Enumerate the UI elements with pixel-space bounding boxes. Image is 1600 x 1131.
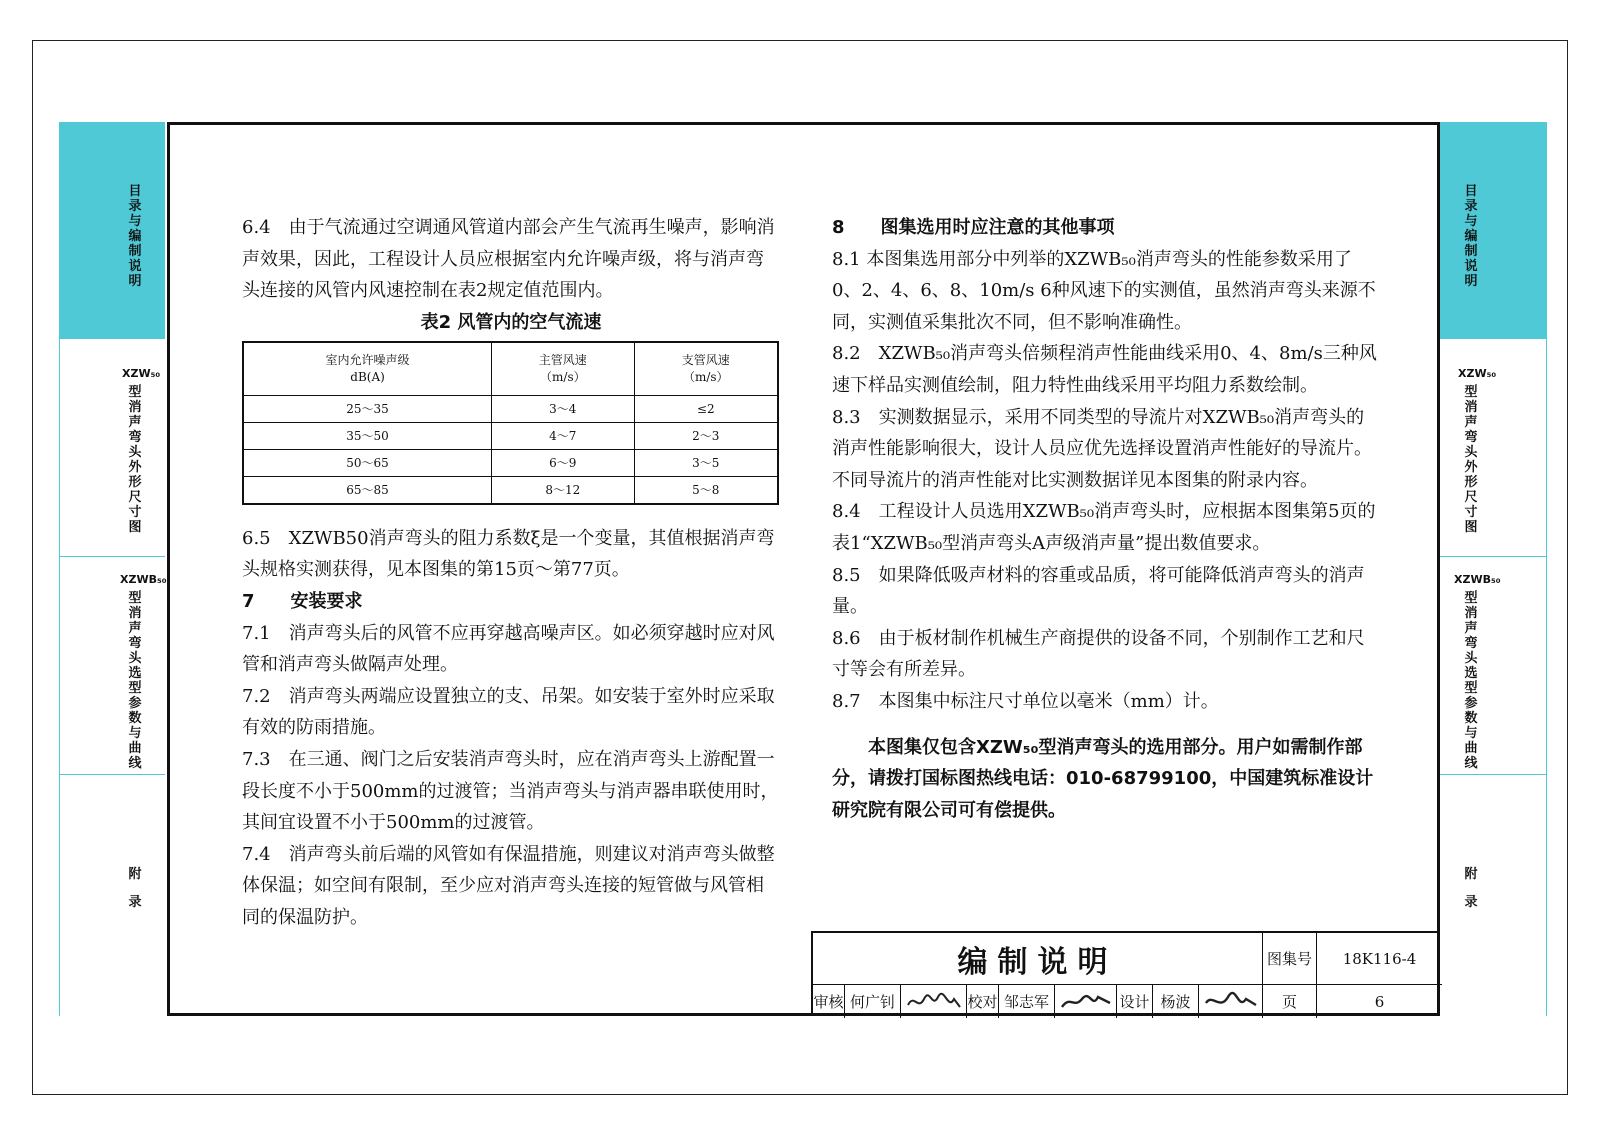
tab-xzwb50-selection[interactable] xyxy=(60,557,165,775)
tab-appendix[interactable] xyxy=(60,775,165,1016)
tab-label: 型消声弯头外形尺寸图 xyxy=(128,385,142,535)
table-row xyxy=(243,395,778,422)
para-8-2: 8.2 XZWB₅₀消声弯头倍频程消声性能曲线采用0、4、8m/s三种风速下样品实测值绘制，阻力特性曲线采用平均阻力系数绘制。 xyxy=(832,343,1377,396)
page-number: 6 xyxy=(1374,992,1385,1011)
reviewer-signature xyxy=(901,985,967,1018)
table-header-row xyxy=(243,342,778,396)
header-text: 主管风速 （m/s） xyxy=(538,352,587,384)
table-cell: 50～65 xyxy=(243,449,492,476)
header-text: 支管风速 （m/s） xyxy=(681,352,730,384)
table-cell: 8～12 xyxy=(492,476,634,504)
table-cell: 5～8 xyxy=(634,476,778,504)
para-8-6: 8.6 由于板材制作机械生产商提供的设备不同，个别制作工艺和尺寸等会有所差异。 xyxy=(832,627,1365,681)
table-cell: 2～3 xyxy=(634,422,778,449)
checker-signature xyxy=(1055,985,1117,1018)
table-row xyxy=(243,449,778,476)
tab-sublabel: XZW₅₀ xyxy=(122,367,161,380)
para-7-2: 7.2 消声弯头两端应设置独立的支、吊架。如安装于室外时应采取有效的防雨措施。 xyxy=(242,685,775,739)
header-main-duct-velocity xyxy=(492,342,634,396)
para-8-5: 8.5 如果降低吸声材料的容重或品质，将可能降低消声弯头的消声量。 xyxy=(832,564,1365,618)
tab-xzwb50-selection[interactable] xyxy=(1440,557,1546,775)
tab-xzw50-dimensions[interactable] xyxy=(1440,339,1546,557)
para-8-1: 8.1 本图集选用部分中列举的XZWB₅₀消声弯头的性能参数采用了0、2、4、6、8、10m/s 6种风速下的实测值，虽然消声弯头来源不同，实测值采集批次不同，但不影响准确性。 xyxy=(832,248,1376,333)
para-7-1: 7.1 消声弯头后的风管不应再穿越高噪声区。如必须穿越时应对风管和消声弯头做隔声处理。 xyxy=(242,622,775,676)
header-text: 室内允许噪声级 dB(A) xyxy=(325,352,410,384)
tab-sublabel: XZW₅₀ xyxy=(1458,367,1497,380)
table-cell: ≤2 xyxy=(634,395,778,422)
atlas-no: 18K116-4 xyxy=(1317,933,1442,985)
title-block xyxy=(811,931,1440,1016)
designer-signature xyxy=(1199,985,1263,1018)
tab-label: 目录与编制说明 xyxy=(1464,184,1478,289)
signature-stroke xyxy=(904,989,964,1015)
tab-sublabel: XZWB₅₀ xyxy=(120,573,167,586)
review-label: 审核 xyxy=(813,985,845,1018)
tab-label: 型消声弯头选型参数与曲线 xyxy=(128,591,142,771)
para-8-3: 8.3 实测数据显示，采用不同类型的导流片对XZWB₅₀消声弯头的消声性能影响很大，设计人员应优先选择设置消声性能好的导流片。不同导流片的消声性能对比实测数据详见本图集的附录内容。 xyxy=(832,406,1372,491)
header-noise-level xyxy=(243,342,492,396)
para-7-3: 7.3 在三通、阀门之后安装消声弯头时，应在消声弯头上游配置一段长度不小于500mm的过渡管；当消声弯头与消声器串联使用时，其间宜设置不小于500mm的过渡管。 xyxy=(242,748,779,834)
tab-sublabel: XZWB₅₀ xyxy=(1454,573,1501,586)
page-label: 页 xyxy=(1263,985,1317,1018)
left-text-column xyxy=(242,212,780,934)
table-row xyxy=(243,422,778,449)
atlas-no-label: 图集号 xyxy=(1263,933,1317,985)
tab-label: 型消声弯头外形尺寸图 xyxy=(1464,385,1478,535)
tab-label: 型消声弯头选型参数与曲线 xyxy=(1464,591,1478,771)
table-cell: 25～35 xyxy=(243,395,492,422)
table-row xyxy=(243,476,778,504)
air-velocity-table xyxy=(242,341,779,505)
table-cell: 65～85 xyxy=(243,476,492,504)
table-cell: 3～5 xyxy=(634,449,778,476)
tab-contents[interactable] xyxy=(60,122,165,339)
section-7-heading: 7 安装要求 xyxy=(242,590,363,612)
supply-note: 本图集仅包含XZW₅₀型消声弯头的选用部分。用户如需制作部分，请拨打国标图热线电话：010-68799100，中国建筑标准设计研究院有限公司可有偿提供。 xyxy=(832,736,1374,821)
right-text-column xyxy=(832,212,1377,826)
tab-label: 附录 xyxy=(1464,867,1478,910)
right-side-tabs xyxy=(1440,122,1547,1016)
signature-stroke xyxy=(1202,989,1260,1015)
left-side-tabs xyxy=(59,122,165,1016)
section-8-heading: 8 图集选用时应注意的其他事项 xyxy=(832,217,1115,238)
para-8-7: 8.7 本图集中标注尺寸单位以毫米（mm）计。 xyxy=(832,690,1219,712)
drawing-title: 编制说明 xyxy=(813,933,1263,985)
reviewer-name: 何广钊 xyxy=(845,985,901,1018)
para-8-4: 8.4 工程设计人员选用XZWB₅₀消声弯头时，应根据本图集第5页的表1“XZWB₅₀型消声弯头A声级消声量”提出数值要求。 xyxy=(832,501,1376,554)
signature-stroke xyxy=(1058,989,1114,1015)
tab-contents[interactable] xyxy=(1440,122,1546,339)
table-cell: 4～7 xyxy=(492,422,634,449)
tab-appendix[interactable] xyxy=(1440,775,1546,1016)
table-cell: 3～4 xyxy=(492,395,634,422)
table-cell: 35～50 xyxy=(243,422,492,449)
tab-xzw50-dimensions[interactable] xyxy=(60,339,165,557)
para-6-5: 6.5 XZWB50消声弯头的阻力系数ξ是一个变量，其值根据消声弯头规格实测获得，见本图集的第15页～第77页。 xyxy=(242,527,775,581)
checker-name: 邹志军 xyxy=(999,985,1055,1018)
design-label: 设计 xyxy=(1117,985,1153,1018)
tab-label: 附录 xyxy=(128,867,142,910)
designer-name: 杨波 xyxy=(1153,985,1199,1018)
table-cell: 6～9 xyxy=(492,449,634,476)
table-caption: 表2 风管内的空气流速 xyxy=(420,311,602,333)
para-6-4: 6.4 由于气流通过空调通风管道内部会产生气流再生噪声，影响消声效果，因此，工程设计人员应根据室内允许噪声级，将与消声弯头连接的风管内风速控制在表2规定值范围内。 xyxy=(242,217,775,302)
header-branch-duct-velocity xyxy=(634,342,778,396)
tab-label: 目录与编制说明 xyxy=(128,184,142,289)
para-7-4: 7.4 消声弯头前后端的风管如有保温措施，则建议对消声弯头做整体保温；如空间有限制，至少应对消声弯头连接的短管做与风管相同的保温防护。 xyxy=(242,843,775,928)
check-label: 校对 xyxy=(967,985,999,1018)
